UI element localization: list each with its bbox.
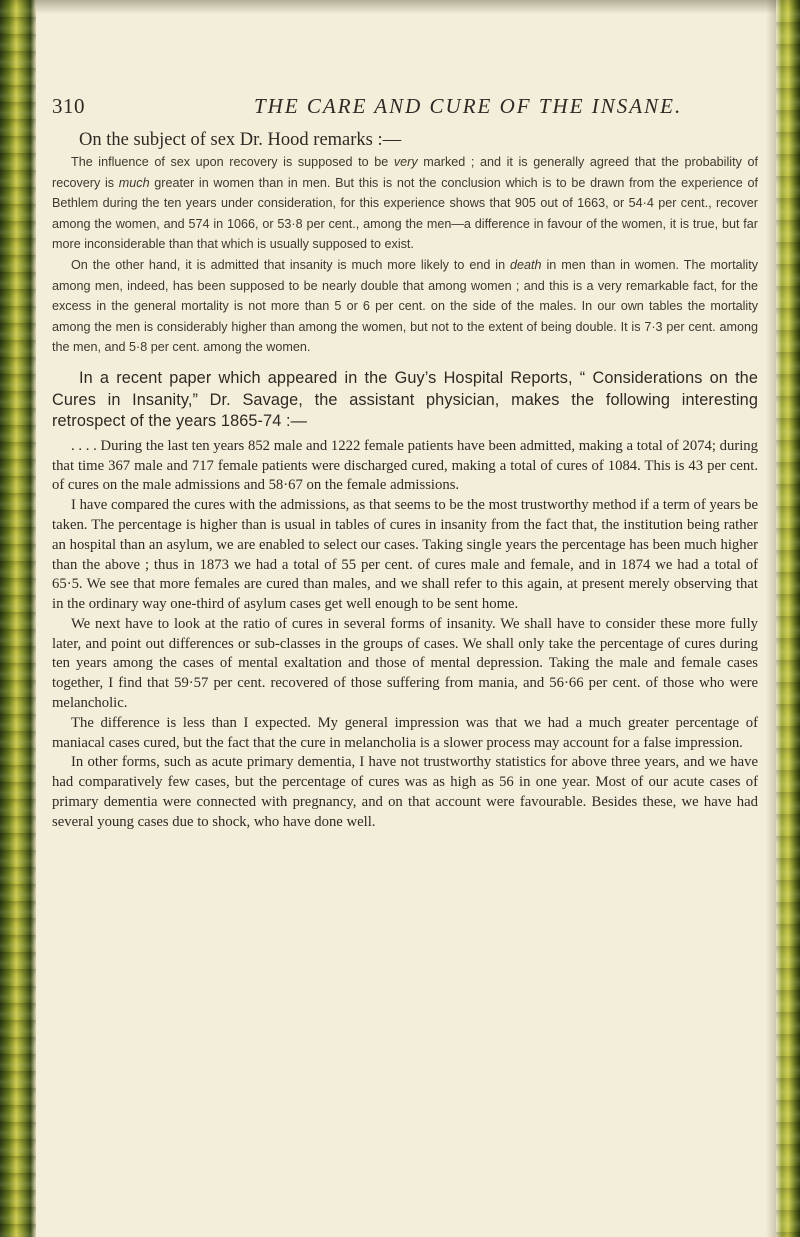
page-body xyxy=(52,94,758,833)
text-run: The influence of sex upon recovery is supposed to be xyxy=(71,155,394,169)
hood-quote xyxy=(52,152,758,358)
savage-quote-paragraph: I have compared the cures with the admissions, as that seems to be the most trustworthy method if a term of years be taken. The percentage is higher than is usual in tables of cures in insanity from the fact that, the institution being rather an hospital than an asylum, we are enabled to select our cases. Taking single years the percentage has been much higher than the above ; thus in 1873 we had a total of 55 per cent. of cures male and female, and in 1874 we had a total of 65·5. We see that more females are cured than males, and we shall refer to this again, at present merely observing that in the ordinary way one-third of asylum cases get well enough to be sent home. xyxy=(52,497,758,613)
running-header xyxy=(52,94,758,120)
text-run: greater in women than in men. But this is not the conclusion which is to be drawn from the experience of Bethlem during the ten years under consideration, for this experience shows that 905 out of 1663, or 54·4 per cent., recover among the women, and 574 in 1066, or 53·8 per cent., among the men—a difference in favour of the women, it is true, but far more inconsiderable than that which is usually supposed to exist. xyxy=(52,175,758,252)
running-title: THE CARE AND CURE OF THE INSANE. xyxy=(254,94,683,118)
text-run: On the other hand, it is admitted that insanity is much more likely to end in xyxy=(71,257,511,272)
emphasis: very xyxy=(393,155,418,169)
text-run: in men than in women. The mortality among men, indeed, has been supposed to be nearly double that among women ; and this is a very remarkable fact, for the excess in the general mortality is not more than 5 or 6 per cent. on the side of the males. In our own tables the mortality among the men is considerably higher than among the women, but not to the extent of being double. It is 7·3 per cent. among the men, and 5·8 per cent. among the women. xyxy=(52,257,758,355)
savage-introduction xyxy=(52,368,758,433)
page-top-shadow xyxy=(36,0,776,14)
emphasis: much xyxy=(118,175,150,190)
savage-introduction-text: In a recent paper which appeared in the Guy’s Hospital Reports, “ Considerations on the Cures in Insanity,” Dr. Savage, the assistant physician, makes the following interesting retrospect of the years 1865-74 :— xyxy=(52,368,758,431)
book-gutter-right xyxy=(776,0,800,1237)
page-number: 310 xyxy=(52,94,85,118)
emphasis: death xyxy=(510,257,542,272)
hood-quote-paragraph-1 xyxy=(52,152,758,255)
hood-quote-paragraph-2 xyxy=(52,255,758,358)
text-run: marked ; and it is generally agreed that the probability of recovery is xyxy=(52,155,758,190)
savage-quote-paragraph: We next have to look at the ratio of cures in several forms of insanity. We shall have to consider these more fully later, and point out differences or sub-classes in the groups of cases. We shall only take the percentage of cures during ten years among the cases of mental exaltation and those of mental depression. Taking the male and female cases together, I find that 59·57 per cent. recovered of those suffering from mania, and 56·66 per cent. of those who were melancholic. xyxy=(52,615,758,712)
savage-quote-paragraph: . . . . During the last ten years 852 male and 1222 female patients have been admitted, making a total of 2074; during that time 367 male and 717 female patients were discharged cured, making a total of cures of 1084. This is 43 per cent. of cures on the male admissions and 58·67 on the female admissions. xyxy=(52,437,758,494)
savage-quote xyxy=(52,437,758,833)
page-edge-shadow xyxy=(766,0,776,1237)
savage-quote-paragraph: In other forms, such as acute primary dementia, I have not trustworthy statistics for above three years, and we have had comparatively few cases, but the percentage of cures was as high as 56 in one year. Most of our acute cases of primary dementia were connected with pregnancy, and on that account were favourable. Besides these, we have had several young cases due to shock, who have done well. xyxy=(52,754,758,830)
intro-line: On the subject of sex Dr. Hood remarks :— xyxy=(79,130,402,150)
book-gutter-left xyxy=(0,0,36,1237)
savage-quote-paragraph: The difference is less than I expected. My general impression was that we had a much greater percentage of maniacal cases cured, but the fact that the cure in melancholia is a slower process may account for a false impression. xyxy=(52,714,758,751)
